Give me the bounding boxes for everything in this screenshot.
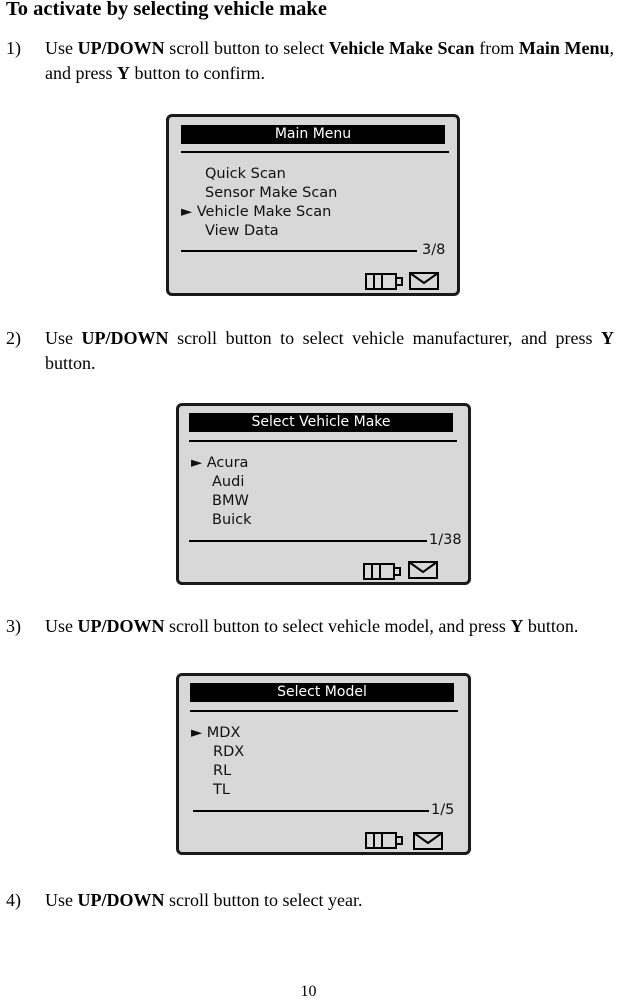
step-number: 1)	[6, 38, 21, 58]
step-number: 3)	[6, 616, 21, 636]
emphasis-text: UP/DOWN	[81, 328, 169, 348]
body-text: scroll button to select year.	[164, 890, 363, 910]
menu-item: TL	[213, 782, 230, 798]
title-divider	[190, 710, 458, 712]
device-screen-main-menu	[166, 114, 460, 296]
battery-icon	[365, 832, 405, 849]
menu-item: View Data	[205, 223, 279, 239]
status-divider	[193, 810, 429, 812]
step-text	[45, 614, 614, 639]
body-text: from	[474, 38, 519, 58]
body-text: Use	[45, 890, 78, 910]
screen-title: Select Vehicle Make	[189, 413, 453, 432]
emphasis-text: Y	[510, 616, 524, 636]
battery-icon	[365, 273, 405, 290]
selection-arrow-icon: ►	[181, 204, 193, 220]
screen-title: Select Model	[190, 683, 454, 702]
step-3	[6, 614, 614, 639]
body-text: button.	[523, 616, 579, 636]
step-1	[6, 36, 614, 86]
emphasis-text: UP/DOWN	[77, 616, 165, 636]
menu-item-label: Vehicle Make Scan	[196, 204, 332, 220]
emphasis-text: UP/DOWN	[77, 38, 165, 58]
body-text: scroll button to select vehicle manufacturer, and press	[168, 328, 601, 348]
emphasis-text: Y	[601, 328, 614, 348]
menu-item: Sensor Make Scan	[205, 185, 338, 201]
body-text: scroll button to select vehicle model, and press	[164, 616, 511, 636]
title-divider	[189, 440, 457, 442]
step-number: 2)	[6, 328, 21, 348]
emphasis-text: UP/DOWN	[77, 890, 165, 910]
emphasis-text: Main Menu	[518, 38, 610, 58]
body-text: scroll button to select	[164, 38, 329, 58]
step-text	[45, 326, 614, 376]
step-number: 4)	[6, 890, 21, 910]
menu-item-selected	[181, 203, 331, 222]
status-divider	[181, 250, 417, 252]
menu-item-label: MDX	[206, 725, 241, 741]
menu-item: Buick	[212, 512, 252, 528]
body-text: Use	[45, 38, 78, 58]
emphasis-text: Vehicle Make Scan	[328, 38, 475, 58]
body-text: Use	[45, 328, 82, 348]
step-text	[45, 888, 614, 913]
page-number: 10	[300, 983, 317, 1000]
step-4	[6, 888, 614, 913]
envelope-icon	[413, 832, 443, 850]
title-divider	[181, 151, 449, 153]
menu-item: Quick Scan	[205, 166, 286, 182]
status-divider	[189, 540, 427, 542]
body-text: , and press	[45, 38, 614, 83]
page-indicator: 3/8	[422, 242, 446, 258]
envelope-icon	[408, 561, 438, 579]
menu-item-selected	[191, 454, 248, 473]
menu-item-selected	[191, 724, 240, 743]
envelope-icon	[409, 272, 439, 290]
step-text	[45, 36, 614, 86]
body-text: Use	[45, 616, 78, 636]
emphasis-text: Y	[116, 63, 130, 83]
menu-item: Audi	[212, 474, 245, 490]
menu-item: RDX	[213, 744, 245, 760]
body-text: button to confirm.	[129, 63, 265, 83]
selection-arrow-icon: ►	[191, 455, 203, 471]
menu-item: RL	[213, 763, 232, 779]
page-indicator: 1/5	[431, 802, 455, 818]
battery-icon	[363, 563, 403, 580]
device-screen-select-vehicle-make	[176, 403, 471, 585]
menu-item: BMW	[212, 493, 249, 509]
page-indicator: 1/38	[429, 532, 462, 548]
screen-title: Main Menu	[181, 125, 445, 144]
body-text: button.	[45, 353, 96, 373]
device-screen-select-model	[176, 673, 471, 855]
menu-item-label: Acura	[206, 455, 249, 471]
section-heading: To activate by selecting vehicle make	[6, 0, 327, 20]
step-2	[6, 326, 614, 376]
selection-arrow-icon: ►	[191, 725, 203, 741]
